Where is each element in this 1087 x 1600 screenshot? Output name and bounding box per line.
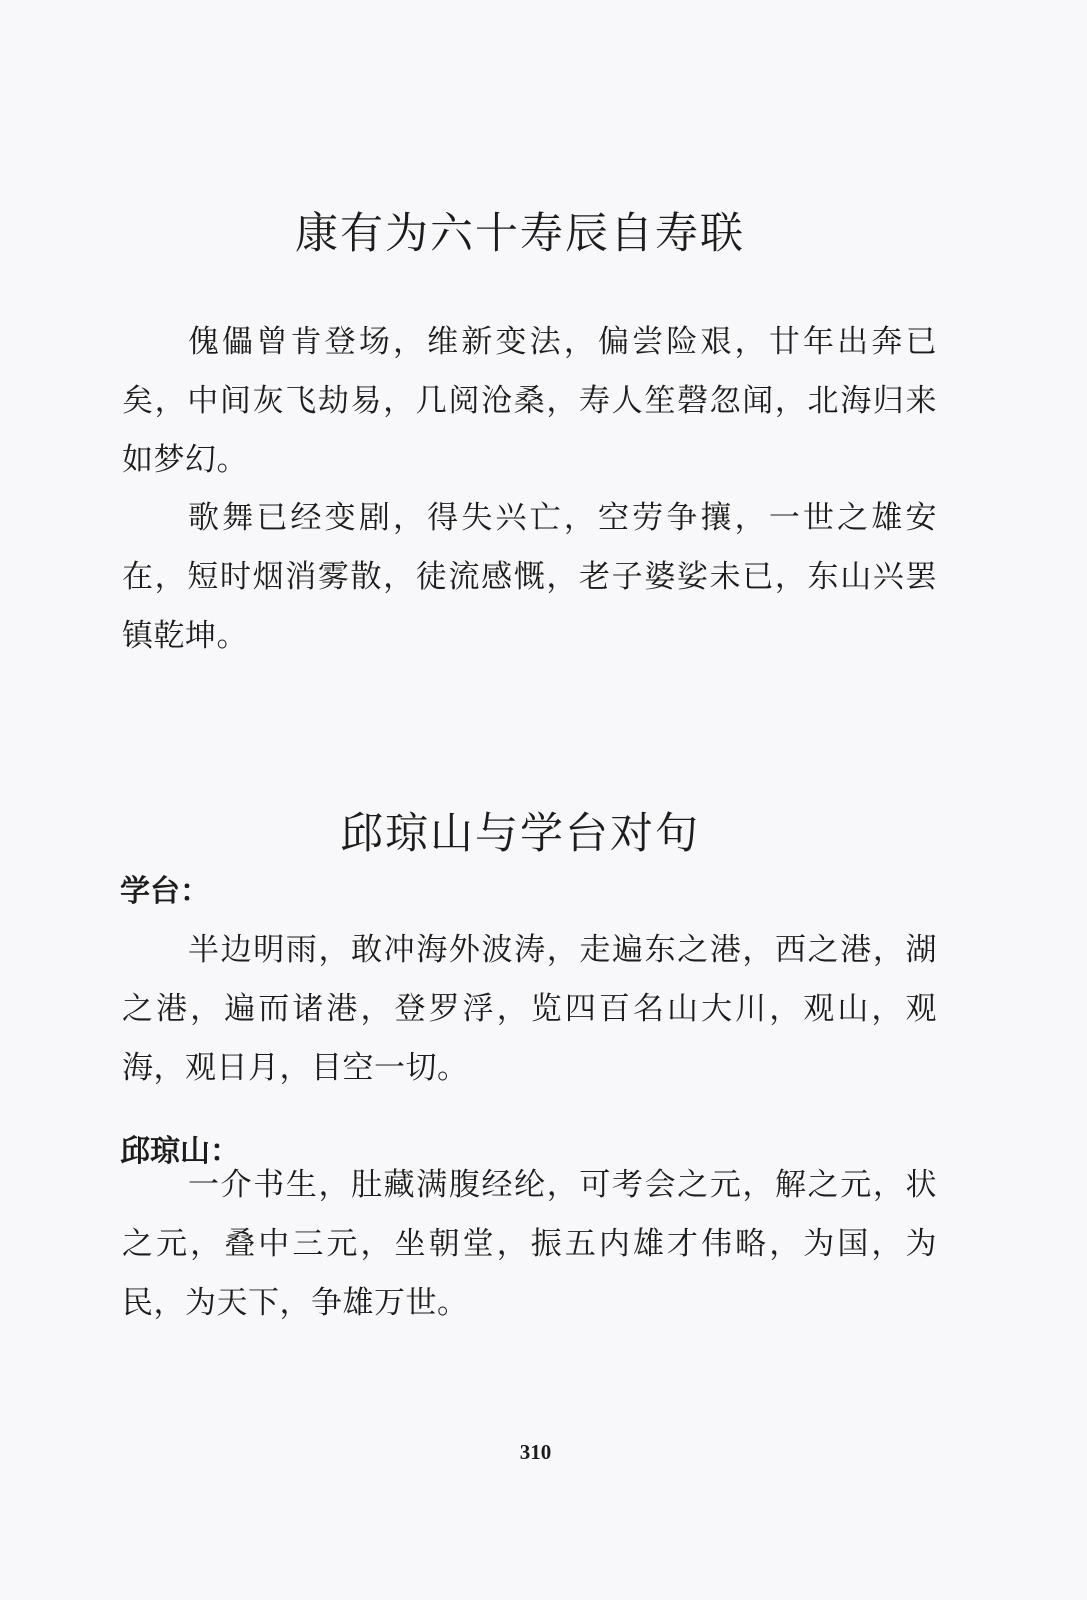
couplet-second-line: 歌舞已经变剧，得失兴亡，空劳争攘，一世之雄安在，短时烟消雾散，徒流感慨，老子婆娑未已，东山兴罢镇乾坤。 xyxy=(122,500,937,654)
speaker-label-xuetai: 学台： xyxy=(120,874,210,909)
xuetai-line: 半边明雨，敢冲海外波涛，走遍东之港，西之港，湖之港，遍而诸港，登罗浮，览四百名山大川，观山，观海，观日月，目空一切。 xyxy=(122,932,937,1086)
section-title-qiu-qiongshan: 邱琼山与学台对句 xyxy=(340,809,700,859)
speaker-label-qiu-qiongshan: 邱琼山： xyxy=(120,1134,240,1169)
couplet-first-line: 傀儡曾肯登场，维新变法，偏尝险艰，廿年出奔已矣，中间灰飞劫易，几阅沧桑，寿人笙磬忽闻，北海归来如梦幻。 xyxy=(122,324,937,478)
section-title-kang-youwei: 康有为六十寿辰自寿联 xyxy=(295,209,745,259)
qiu-qiongshan-line: 一介书生，肚藏满腹经纶，可考会之元，解之元，状之元，叠中三元，坐朝堂，振五内雄才伟略，为国，为民，为天下，争雄万世。 xyxy=(122,1167,937,1321)
page-number: 310 xyxy=(519,1440,552,1464)
